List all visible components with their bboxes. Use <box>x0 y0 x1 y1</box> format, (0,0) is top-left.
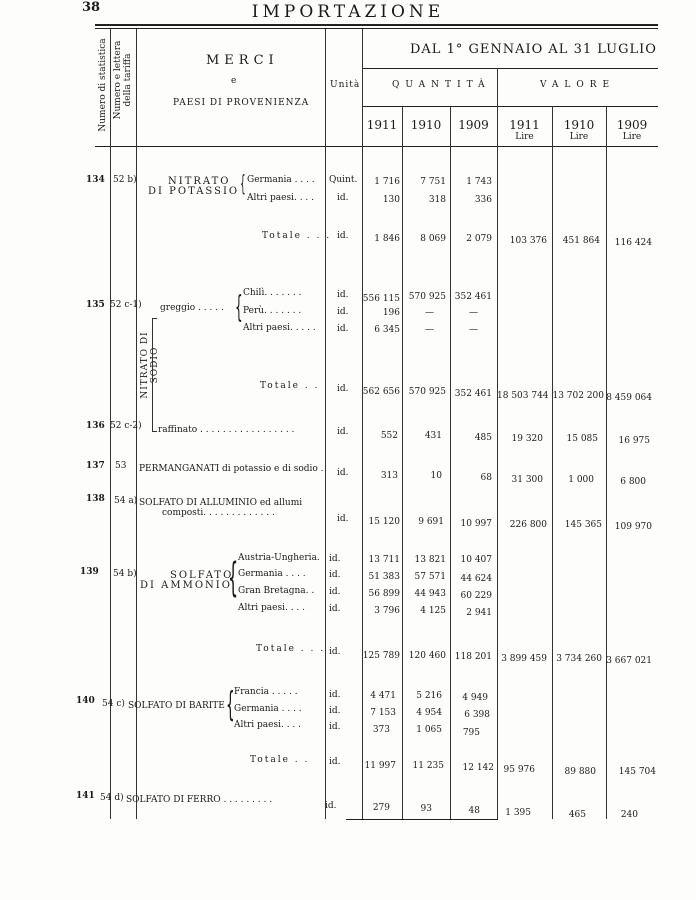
row-134-q1-1909: 1 743 <box>466 177 492 187</box>
row-138-name-line2: composti. . . . . . . . . . . . . <box>162 508 275 518</box>
row-140-total-label: Totale . . <box>250 755 310 765</box>
row-135-unit-2: id. <box>337 307 349 317</box>
row-135-vertical-label: NITRATO DI SODIO <box>140 331 160 399</box>
row-134-country-1: Germania . . . . <box>247 175 315 185</box>
row-140-total-q-1909: 12 142 <box>462 763 494 773</box>
row-138-q-1909: 10 997 <box>460 519 492 529</box>
row-137-number: 137 <box>86 461 105 471</box>
row-135-q3-1910: — <box>425 325 434 335</box>
header-q-year-1909: 1909 <box>458 118 489 132</box>
row-141-name: SOLFATO DI FERRO . . . . . . . . . <box>126 795 273 805</box>
row-139-total-v-1910: 3 734 260 <box>556 654 602 664</box>
header-v-year-1909: 1909 <box>616 118 648 132</box>
row-134-q2-1911: 130 <box>382 195 400 205</box>
row-137-v-1910: 1 000 <box>568 475 594 485</box>
row-137-v-1909: 6 800 <box>620 477 646 487</box>
brace-135: { <box>235 290 243 325</box>
row-141-q-1911: 279 <box>372 803 390 813</box>
row-141-v-1910: 465 <box>568 810 586 820</box>
row-141-tariff: 54 d) <box>100 793 124 803</box>
header-lire-1910: Lire <box>569 132 589 142</box>
row-138-q-1911: 15 120 <box>368 517 400 527</box>
row-137-tariff: 53 <box>115 461 127 471</box>
row-135-q2-1910: — <box>425 308 434 318</box>
row-141-v-1911: 1 395 <box>505 808 531 818</box>
row-139-total-label: Totale . . . <box>256 644 326 654</box>
top-rule-thin <box>95 28 658 29</box>
row-139-number: 139 <box>80 567 99 577</box>
header-q-year-1911: 1911 <box>366 118 398 132</box>
row-139-unit-2: id. <box>329 570 341 580</box>
row-135-number: 135 <box>86 300 105 310</box>
row-134-q2-1910: 318 <box>428 195 446 205</box>
row-139-country-2: Germania . . . . <box>238 569 306 579</box>
row-140-q3-1909: 795 <box>462 728 480 738</box>
bracket-135 <box>152 318 157 432</box>
row-139-q1-1909: 10 407 <box>460 555 492 565</box>
row-140-number: 140 <box>76 696 95 706</box>
row-134-q1-1910: 7 751 <box>420 177 446 187</box>
row-139-q3-1910: 44 943 <box>414 589 446 599</box>
row-135-unit-3: id. <box>337 324 349 334</box>
header-valore: VALORE <box>540 80 616 90</box>
row-135-q3-1909: — <box>469 325 478 335</box>
brace-139: { <box>228 555 239 601</box>
row-140-total-q-1911: 11 997 <box>364 761 396 771</box>
row-134-total-v-1909: 116 424 <box>614 238 652 248</box>
header-v-year-1911: 1911 <box>509 118 540 132</box>
page-title: IMPORTAZIONE <box>251 2 445 22</box>
row-140-q2-1911: 7 153 <box>370 708 396 718</box>
row-140-total-v-1910: 89 880 <box>564 767 596 777</box>
row-134-total-v-1911: 103 376 <box>509 236 547 246</box>
row-139-q1-1911: 13 711 <box>368 555 400 565</box>
row-135-tariff: 52 c-1) <box>110 300 142 310</box>
row-134-total-v-1910: 451 864 <box>562 236 600 246</box>
header-numero-statistica: Numero di statistica <box>98 38 108 132</box>
row-139-q3-1911: 56 899 <box>368 589 400 599</box>
row-134-country-2: Altri paesi. . . . <box>247 193 315 203</box>
header-numero-tariffa: Numero e lettera della tariffa <box>113 40 133 120</box>
row-140-total-v-1911: 95 976 <box>503 765 535 775</box>
header-v-year-1910: 1910 <box>563 118 595 132</box>
header-period: DAL 1° GENNAIO AL 31 LUGLIO <box>410 42 657 57</box>
header-lire-1909: Lire <box>622 132 642 142</box>
row-139-name-line1: SOLFATO <box>170 570 234 581</box>
row-135-q1-1910: 570 925 <box>408 292 446 302</box>
row-135-country-1: Chilì. . . . . . . <box>243 288 302 298</box>
row-139-unit-1: id. <box>329 554 341 564</box>
header-bottom-rule <box>95 146 658 147</box>
row-140-q3-1911: 373 <box>372 725 390 735</box>
row-135-country-2: Perù. . . . . . . <box>243 306 302 316</box>
row-140-name: SOLFATO DI BARITE <box>128 701 225 711</box>
row-139-q2-1911: 51 383 <box>368 572 400 582</box>
row-140-q2-1910: 4 954 <box>416 708 442 718</box>
row-135-total-unit: id. <box>337 384 349 394</box>
row-139-country-3: Gran Bretagna. . <box>238 586 315 596</box>
row-135-total-v-1910: 13 702 200 <box>552 391 604 401</box>
row-139-q4-1910: 4 125 <box>420 606 446 616</box>
row-139-name-line2: DI AMMONIO <box>140 580 232 591</box>
row-134-number: 134 <box>86 175 105 185</box>
row-138-v-1911: 226 800 <box>509 520 547 530</box>
row-139-unit-4: id. <box>329 604 341 614</box>
row-139-q2-1910: 57 571 <box>414 572 446 582</box>
row-136-v-1911: 19 320 <box>511 434 543 444</box>
row-134-total-label: Totale . . . <box>262 231 332 241</box>
row-134-total-q-1910: 8 069 <box>420 234 446 244</box>
row-135-country-3: Altri paesi. . . . . <box>243 323 316 333</box>
row-136-sub-raffinato: raffinato . . . . . . . . . . . . . . . . . <box>158 425 295 435</box>
row-135-total-q-1910: 570 925 <box>408 387 446 397</box>
row-141-v-1909: 240 <box>620 810 638 820</box>
row-139-total-q-1910: 120 460 <box>408 651 446 661</box>
top-rule <box>95 24 658 26</box>
row-135-q2-1911: 196 <box>382 308 400 318</box>
row-134-q1-1911: 1 716 <box>374 177 400 187</box>
row-140-unit-2: id. <box>329 706 341 716</box>
row-134-total-q-1911: 1 846 <box>374 234 400 244</box>
row-140-q1-1910: 5 216 <box>416 691 442 701</box>
row-136-v-1909: 16 975 <box>618 436 650 446</box>
row-135-total-v-1909: 8 459 064 <box>606 393 652 403</box>
row-137-q-1911: 313 <box>380 471 398 481</box>
brace-134: { <box>240 172 246 197</box>
bottom-rule <box>346 819 498 820</box>
row-138-unit: id. <box>337 514 349 524</box>
row-134-name-line2: DI POTASSIO <box>148 186 240 197</box>
row-139-q2-1909: 44 624 <box>460 574 492 584</box>
row-139-total-v-1911: 3 899 459 <box>501 654 547 664</box>
row-134-total-q-1909: 2 079 <box>466 234 492 244</box>
row-139-country-4: Altri paesi. . . . <box>238 603 306 613</box>
row-139-tariff: 54 b) <box>113 569 137 579</box>
row-138-v-1910: 145 365 <box>564 520 602 530</box>
row-139-q4-1909: 2 941 <box>466 608 492 618</box>
row-137-name: PERMANGANATI di potassio e di sodio . <box>139 464 324 474</box>
row-138-number: 138 <box>86 494 105 504</box>
row-140-unit-3: id. <box>329 722 341 732</box>
row-140-country-1: Francia . . . . . <box>234 687 298 697</box>
row-140-q1-1909: 4 949 <box>462 693 488 703</box>
row-136-unit: id. <box>337 427 349 437</box>
row-135-total-q-1911: 562 656 <box>362 387 400 397</box>
row-140-total-q-1910: 11 235 <box>412 761 444 771</box>
header-e: e <box>231 76 237 86</box>
row-138-name-line1: SOLFATO DI ALLUMINIO ed allumi <box>139 498 303 508</box>
row-139-total-q-1911: 125 789 <box>362 651 400 661</box>
row-135-unit-1: id. <box>337 290 349 300</box>
row-141-unit: id. <box>325 801 337 811</box>
subheader-rule <box>362 106 658 107</box>
row-137-v-1911: 31 300 <box>511 475 543 485</box>
row-139-total-q-1909: 118 201 <box>454 652 492 662</box>
row-140-q2-1909: 6 398 <box>464 710 490 720</box>
row-138-tariff: 54 a) <box>114 496 138 506</box>
row-140-q1-1911: 4 471 <box>370 691 396 701</box>
row-136-number: 136 <box>86 421 105 431</box>
header-paesi: PAESI DI PROVENIENZA <box>173 98 310 108</box>
row-135-q1-1911: 556 115 <box>362 294 400 304</box>
row-134-name-line1: NITRATO <box>168 176 231 187</box>
row-139-q1-1910: 13 821 <box>414 555 446 565</box>
row-138-q-1910: 9 691 <box>418 517 444 527</box>
row-137-q-1910: 10 <box>430 471 442 481</box>
row-140-country-3: Altri paesi. . . . <box>234 720 302 730</box>
row-135-q1-1909: 352 461 <box>454 292 492 302</box>
col-line-9 <box>606 106 607 819</box>
row-138-v-1909: 109 970 <box>614 522 652 532</box>
row-139-country-1: Austria-Ungheria. <box>238 553 320 563</box>
row-134-q2-1909: 336 <box>474 195 492 205</box>
row-136-q-1911: 552 <box>380 431 398 441</box>
row-139-q3-1909: 60 229 <box>460 591 492 601</box>
page-number: 38 <box>82 0 101 15</box>
row-134-unit-1: Quint. <box>329 175 358 185</box>
row-140-unit-1: id. <box>329 690 341 700</box>
row-139-total-unit: id. <box>329 647 341 657</box>
row-135-sub-greggio: greggio . . . . . <box>160 303 224 313</box>
row-141-q-1909: 48 <box>468 806 480 816</box>
row-140-total-v-1909: 145 704 <box>618 767 656 777</box>
brace-140: { <box>226 685 235 725</box>
row-135-total-v-1911: 18 503 744 <box>497 391 549 401</box>
header-quantita: QUANTITÀ <box>392 80 491 90</box>
header-lire-1911: Lire <box>515 132 534 142</box>
row-135-total-q-1909: 352 461 <box>454 389 492 399</box>
row-137-q-1909: 68 <box>480 473 492 483</box>
row-136-tariff: 52 c-2) <box>110 421 142 431</box>
row-135-q3-1911: 6 345 <box>374 325 400 335</box>
header-unita: Unità <box>330 80 361 90</box>
row-139-total-v-1909: 3 667 021 <box>606 656 652 666</box>
row-140-tariff: 54 c) <box>102 699 125 709</box>
row-136-q-1910: 431 <box>424 431 442 441</box>
row-141-number: 141 <box>76 791 95 801</box>
period-rule <box>362 68 658 69</box>
row-140-country-2: Germania . . . . <box>234 704 302 714</box>
header-merci: MERCI <box>206 53 279 68</box>
col-line-3 <box>325 29 326 819</box>
row-137-unit: id. <box>337 468 349 478</box>
row-139-unit-3: id. <box>329 587 341 597</box>
row-140-q3-1910: 1 065 <box>416 725 442 735</box>
row-135-total-label: Totale . . <box>260 381 320 391</box>
row-134-total-unit: id. <box>337 231 349 241</box>
row-141-q-1910: 93 <box>420 804 432 814</box>
row-134-unit-2: id. <box>337 193 349 203</box>
row-136-v-1910: 15 085 <box>566 434 598 444</box>
row-135-q2-1909: — <box>469 308 478 318</box>
row-136-q-1909: 485 <box>474 433 492 443</box>
row-140-total-unit: id. <box>329 757 341 767</box>
header-q-year-1910: 1910 <box>410 118 442 132</box>
row-134-tariff: 52 b) <box>113 175 137 185</box>
row-139-q4-1911: 3 796 <box>374 606 400 616</box>
col-line-8 <box>552 106 553 819</box>
